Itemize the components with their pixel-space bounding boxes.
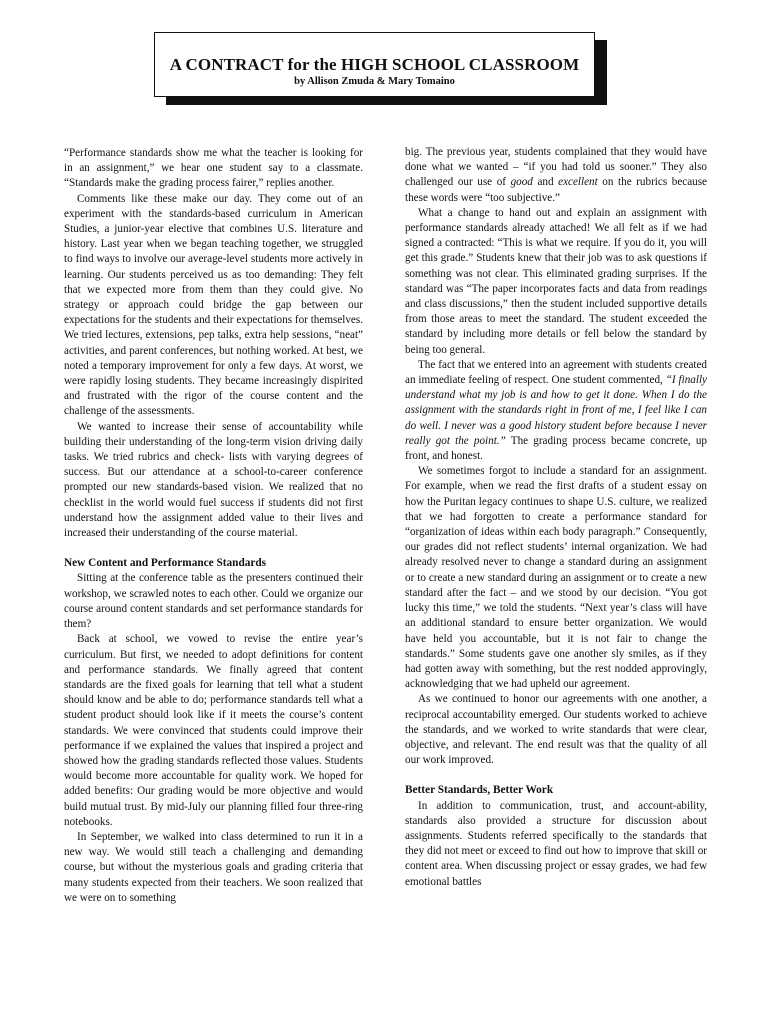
paragraph xyxy=(405,358,707,464)
paragraph: Back at school, we vowed to revise the entire year’s curriculum. But first, we needed to adopt definitions for content and performance standards. We finally agreed that content standards are the fixed goals for learning that tell what a student should know and be able to do; performance standards tell what a student product should look like if it meets the course’s content standards. We were convinced that students could improve their performance if we explained the values that inspired a project and showed how the grading standards reflected those values. Students would become more accountable for quality work. We hoped for added benefits: Our grading would be more objective and would build mutual trust. By mid-July our planning filled four three-ring notebooks. xyxy=(64,633,363,828)
paragraph: “Performance standards show me what the teacher is looking for in an assignment,” we hear one student say to a classmate. “Standards make the grading process fairer,” replies another. xyxy=(64,147,363,190)
text-run: big. The previous year, students complained that they would have done what we wanted – “if you had told us sooner.” They also challenged our use of xyxy=(405,146,707,189)
text-run: and xyxy=(532,176,559,189)
text-run: The fact that we entered into an agreement with students created an immediate feeling of respect. One student commented, xyxy=(405,358,707,387)
paragraph xyxy=(405,145,707,206)
paragraph: In addition to communication, trust, and account-ability, standards also provided a structure for discussion about assignments. Students referred specifically to the standards that they did not meet or exceed to find out how to improve that skill or content area. When discussing project or essay grades, we had few emotional battles xyxy=(405,799,707,888)
paragraph: As we continued to honor our agreements with one another, a reciprocal accountability emerged. Our students worked to achieve the standards, and we worked to write standards that were clear, objective, and relevant. The end result was that the quality of all our work improved. xyxy=(405,693,707,767)
text-run: The grading process became concrete, up front, and honest. xyxy=(405,434,708,463)
right-column xyxy=(405,145,707,890)
paragraph: We wanted to increase their sense of accountability while building their understanding of the long-term vision driving daily tasks. We tried rubrics and check- lists with varying degrees of success. But our attendance at a school-to-career conference prompted our new standards-based vision. We realized that no checklist in the world would fuel success if students did not first understand how the assignment added value to their lives and increased their understanding of the course material. xyxy=(64,420,363,540)
paragraph: In September, we walked into class determined to run it in a new way. We would still teach a challenging and demanding course, but without the mysterious goals and grading criteria that many students expected from their teachers. We soon realized that we were on to something xyxy=(64,830,363,904)
paragraph: We sometimes forgot to include a standard for an assignment. For example, when we read the first drafts of a student essay on how the Puritan legacy continues to shape U.S. culture, we realized that we had forgotten to create a performance standard for “organization of ideas within each body paragraph.” Consequently, our grades did not reflect students’ internal organization. We had already resolved never to change a standard during an assignment or to create a new standard during an assignment or to create a new standard after the fact – and we stood by our decision. “You got lucky this time,” we told the students. “Next year’s class will have an additional standard to ensure better organization. We would have held you accountable, but it is not fair to change the standards.” Some students gave one another sly smiles, as if they had gotten away with something, but the rest nodded approvingly, acknowledging that we had upheld our agreement. xyxy=(405,465,707,691)
emphasis-text: excellent xyxy=(558,176,598,189)
title-box xyxy=(154,32,595,97)
section-heading: New Content and Performance Standards xyxy=(64,557,267,570)
text-run: on the rubrics because these words were “too subjective.” xyxy=(405,176,708,204)
paragraph: Sitting at the conference table as the presenters continued their workshop, we scrawled notes to each other. Could we organize our course around content standards and set performance standards for them? xyxy=(64,572,363,631)
paragraph: What a change to hand out and explain an assignment with performance standards already attached! We all felt as if we had signed a contracted: “This is what we require. If you do it, you will get this grade.” Students knew that their job was to ask questions if something was not clear. This eliminated grading surprises. If the standard was “The paper incorporates facts and data from readings and class discussions,” then the student included supportive details from those areas to meet the standard. The student exceeded the standard by including more details or fell below the standard by being too general. xyxy=(405,206,707,356)
emphasis-text: good xyxy=(510,176,533,189)
student-quote: “I finally understand what my job is and how to get it done. When I do the assignment with the standards right in front of me, I feel like I can do well. I never was a good history student before because I never really got the point.” xyxy=(405,374,707,447)
left-column xyxy=(64,146,363,906)
section-heading: Better Standards, Better Work xyxy=(405,784,554,797)
article-authors: by Allison Zmuda & Mary Tomaino xyxy=(294,76,455,87)
paragraph: Comments like these make our day. They come out of an experiment with the standards-based curriculum in American Studies, a junior-year elective that combines U.S. literature and history. Last year when we began teaching together, we struggled to find ways to involve our average-level students more actively in learning. Our students perceived us as too demanding: They felt that we expected more from them than they could give. No strategy or approach could bridge the gap between our expectations for the students and their expectations for themselves. We tried lectures, extensions, pep talks, extra help sessions, “neat” activities, and parent conferences, but nothing worked. At best, we noted a temporary improvement for only a few days. At worst, we were rapidly losing students. They became increasingly dispirited and frustrated with the rigor of the course content and the challenge of the assessments. xyxy=(64,192,363,418)
article-title: A CONTRACT for the HIGH SCHOOL CLASSROOM xyxy=(169,55,580,74)
